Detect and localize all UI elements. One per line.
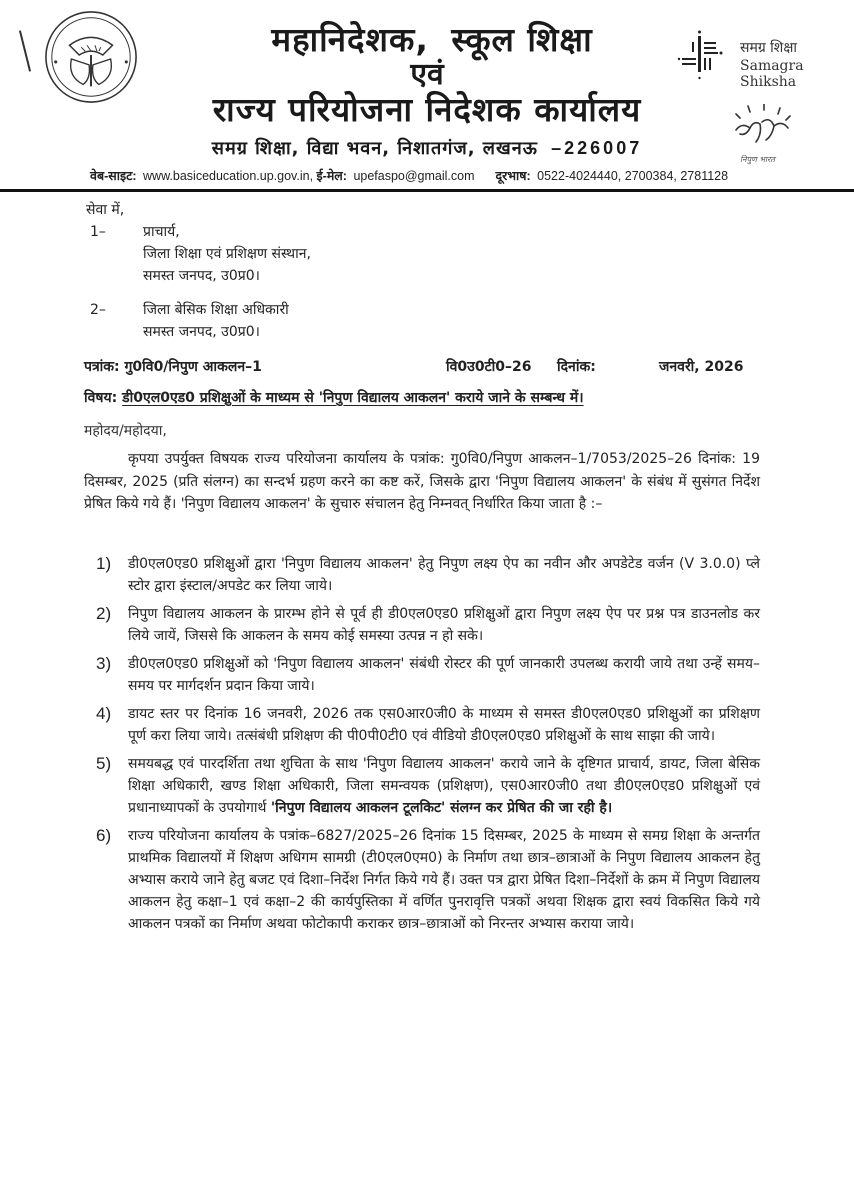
header-divider <box>0 189 854 192</box>
address-text: समग्र शिक्षा, विद्या भवन, निशातगंज, लखनऊ <box>211 138 538 159</box>
office-address <box>0 136 854 160</box>
item-number: 2) <box>96 604 112 623</box>
salutation: महोदय/महोदया, <box>84 423 167 439</box>
item-text: डी0एल0एड0 प्रशिक्षुओं द्वारा 'निपुण विद्यालय आकलन' हेतु निपुण लक्ष्य ऐप का नवीन और अपडेटेड वर्जन (V 3.0.0) प्ले स्टोर द्वारा इंस्टाल/अपडेट कर लिया जाये। <box>128 556 760 594</box>
recipient-1-line-2: जिला शिक्षा एवं प्रशिक्षण संस्थान, <box>143 246 311 262</box>
recipient-2-line-1: जिला बेसिक शिक्षा अधिकारी <box>143 302 289 318</box>
instruction-item-2 <box>96 603 760 647</box>
item-text: राज्य परियोजना कार्यालय के पत्रांक–6827/2025–26 दिनांक 15 दिसम्बर, 2025 के माध्यम से समग्र शिक्षा के अन्तर्गत प्राथमिक विद्यालयों में शिक्षण अधिगम सामग्री (टी0एल0एम0) के निर्माण तथा छात्र–छात्राओं के निपुण विद्यालय आकलन हेतु अभ्यास कराये जाने हेतु बजट एवं दिशा–निर्देश निर्गत किये गये हैं। उक्त पत्र द्वारा प्रेषित दिशा–निर्देशों के क्रम में निपुण विद्यालय आकलन हेतु कक्षा–1 एवं कक्षा–2 की कार्यपुस्तिका में वर्णित पुनरावृत्ति पत्रकों अथवा शिक्षक द्वारा स्वयं विकसित किये गये आकलन पत्रकों का निर्माण अथवा फोटोकापी कराकर छात्र–छात्राओं को निरन्तर अभ्यास कराया जाये। <box>128 828 760 932</box>
nipun-bharat-logo <box>728 104 800 150</box>
letter-date: जनवरी, 2026 <box>659 359 744 375</box>
office-title-line-2: एवं <box>410 57 444 92</box>
item-number: 1) <box>96 554 112 573</box>
phone-numbers: 0522-4024440, 2700384, 2781128 <box>537 169 729 183</box>
subject-label: विषय: <box>84 390 118 406</box>
website-link[interactable]: www.basiceducation.up.gov.in, <box>143 169 314 183</box>
item-text: निपुण विद्यालय आकलन के प्रारम्भ होने से पूर्व ही डी0एल0एड0 प्रशिक्षुओं द्वारा निपुण लक्ष्य ऐप पर प्रश्न पत्र डाउनलोड कर लिये जायें, जिससे कि आकलन के समय कोई समस्या उत्पन्न न हो सके। <box>128 606 760 644</box>
address-pincode: –226007 <box>551 138 643 158</box>
phone-label: दूरभाष: <box>495 169 531 183</box>
website-label: वेब-साइट: <box>90 169 137 183</box>
samagra-shiksha-english: Samagra Shiksha <box>740 58 804 90</box>
item-text: डी0एल0एड0 प्रशिक्षुओं को 'निपुण विद्यालय आकलन' संबंधी रोस्टर की पूर्ण जानकारी उपलब्ध करायी जाये तथा उन्हें समय–समय पर मार्गदर्शन प्रदान किया जाये। <box>128 656 760 694</box>
instruction-item-3 <box>96 653 760 697</box>
item-number: 5) <box>96 754 112 773</box>
samagra-shiksha-hindi: समग्र शिक्षा <box>740 40 797 56</box>
item-text: समयबद्ध एवं पारदर्शिता तथा शुचिता के साथ 'निपुण विद्यालय आकलन' कराये जाने के दृष्टिगत प्राचार्य, डायट, जिला बेसिक शिक्षा अधिकारी, खण्ड शिक्षा अधिकारी, जिला समन्वयक (प्रशिक्षण), एस0आर0जी0 तथा डी0एल0एड0 प्रशिक्षुओं एवं प्रधानाध्यापकों के उपयोगार्थ <box>128 756 760 816</box>
recipients-heading: सेवा में, <box>86 202 125 218</box>
intro-paragraph: कृपया उपर्युक्त विषयक राज्य परियोजना कार्यालय के पत्रांक: गु0वि0/निपुण आकलन–1/7053/2025–26 दिनांक: 19 दिसम्बर, 2025 (प्रति संलग्न) का सन्दर्भ ग्रहण करने का कष्ट करें, जिसके द्वारा 'निपुण विद्यालय आकलन' के संबंध में सुसंगत निर्देश प्रेषित किये गये हैं। 'निपुण विद्यालय आकलन' के सुचारु संचालन हेतु निम्नवत् निर्धारित किया जाता है :– <box>84 451 760 512</box>
letter-reference-code: वि0उ0टी0–26 <box>446 359 532 375</box>
item-text-bold: 'निपुण विद्यालय आकलन टूलकिट' संलग्न कर प्रेषित की जा रही है। <box>270 800 613 816</box>
item-number: 6) <box>96 826 112 845</box>
instruction-item-6 <box>96 825 760 935</box>
instruction-item-5 <box>96 753 760 819</box>
item-text: डायट स्तर पर दिनांक 16 जनवरी, 2026 तक एस0आर0जी0 के माध्यम से समस्त डी0एल0एड0 प्रशिक्षुओं का प्रशिक्षण पूर्ण करा लिया जाये। तत्संबंधी प्रशिक्षण की पी0पी0टी0 एवं वीडियो डी0एल0एड0 प्रशिक्षुओं के साथ साझा की जाये। <box>128 706 760 744</box>
title-director-general: महानिदेशक, <box>271 20 429 59</box>
samagra-shiksha-logo <box>676 28 736 88</box>
recipient-2-number: 2– <box>90 302 106 318</box>
email-label: ई-मेल: <box>316 169 347 183</box>
recipient-1-number: 1– <box>90 224 106 240</box>
email-link[interactable]: upefaspo@gmail.com <box>353 169 475 183</box>
item-number: 4) <box>96 704 112 723</box>
item-number: 3) <box>96 654 112 673</box>
contact-line <box>90 167 728 184</box>
subject-text: डी0एल0एड0 प्रशिक्षुओं के माध्यम से 'निपुण विद्यालय आकलन' कराये जाने के सम्बन्ध में। <box>122 390 584 406</box>
instruction-item-4 <box>96 703 760 747</box>
recipient-2-line-2: समस्त जनपद, उ0प्र0। <box>143 324 260 340</box>
title-school-education: स्कूल शिक्षा <box>451 20 593 59</box>
instruction-item-1 <box>96 553 760 597</box>
letter-date-label: दिनांक: <box>557 359 596 375</box>
letter-reference-number: पत्रांक: गु0वि0/निपुण आकलन–1 <box>84 359 262 375</box>
recipient-1-line-3: समस्त जनपद, उ0प्र0। <box>143 268 260 284</box>
office-title-line-3: राज्य परियोजना निदेशक कार्यालय <box>212 90 642 129</box>
recipient-1-line-1: प्राचार्य, <box>143 224 180 240</box>
letter-subject <box>84 388 584 407</box>
instructions-list <box>96 553 760 941</box>
nipun-bharat-logo-text: निपुण भारत <box>740 155 775 164</box>
